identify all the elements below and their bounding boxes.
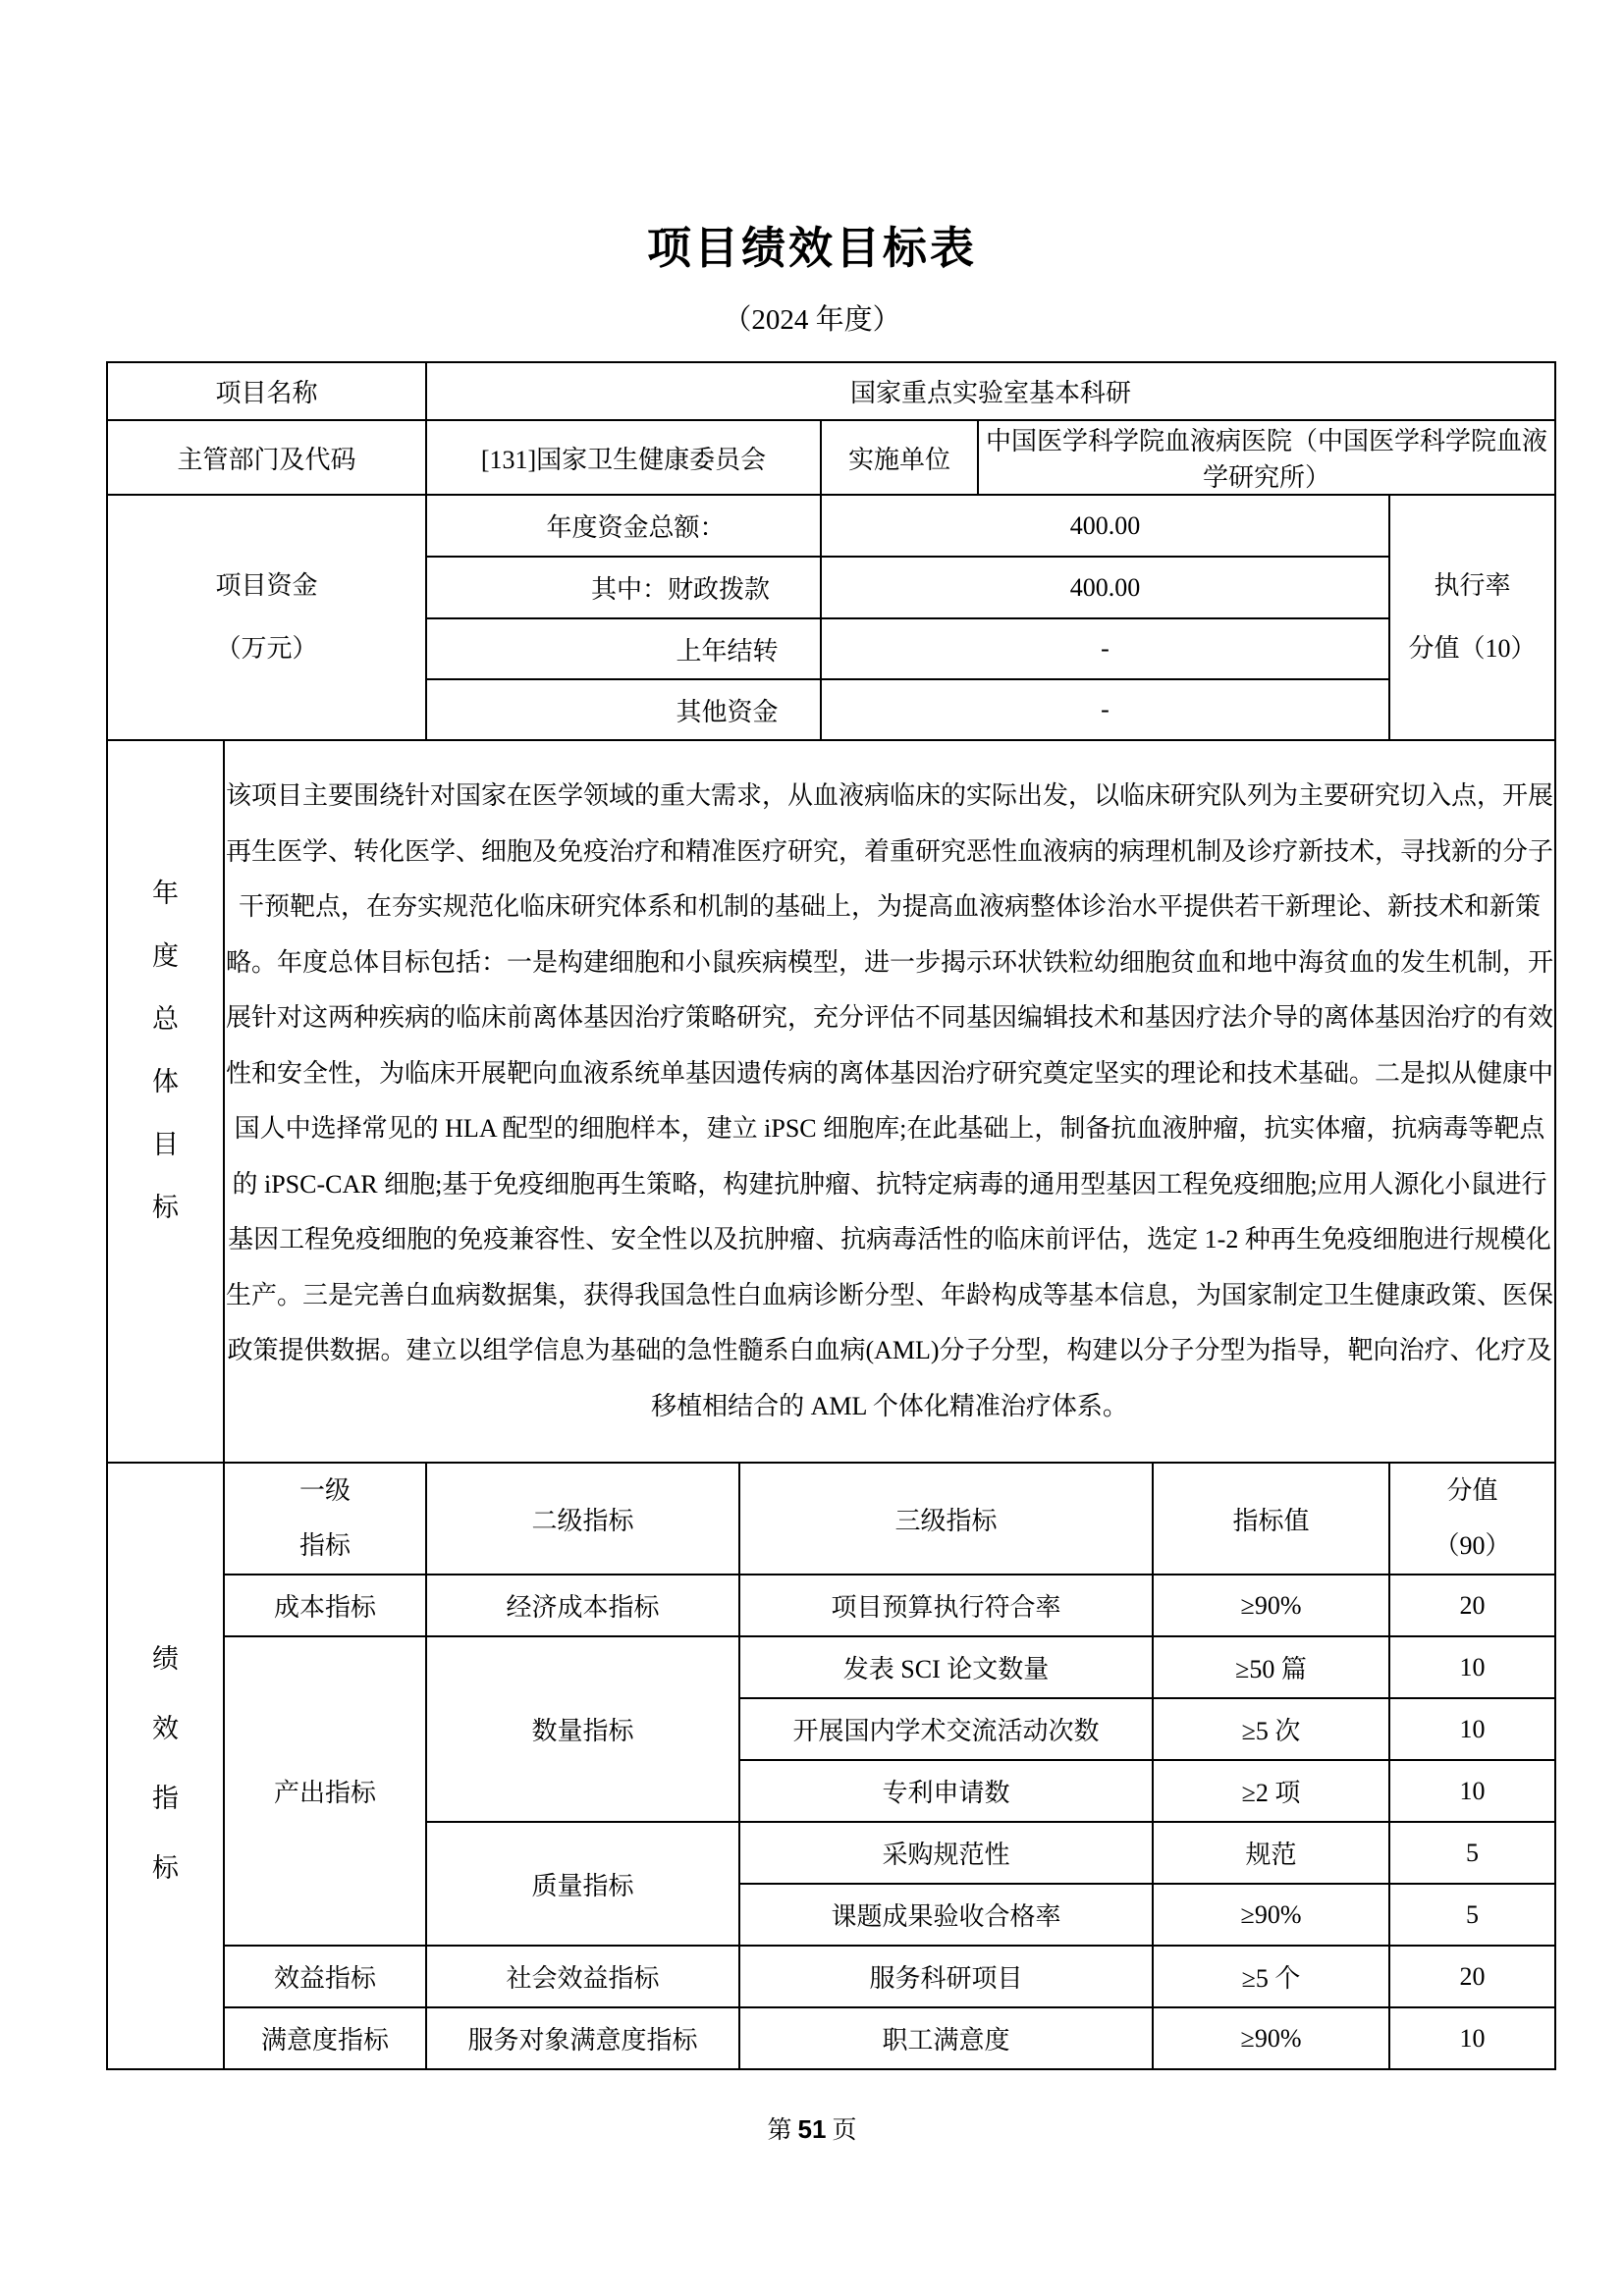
header-level2: 二级指标: [426, 1463, 739, 1575]
table-row: [107, 362, 1555, 420]
indicator-score: 20: [1389, 1575, 1555, 1636]
fund-fiscal-label: 其中：财政拨款: [426, 557, 821, 618]
annual-goal-label-char: 度: [152, 940, 179, 971]
indicator-score: 10: [1389, 1698, 1555, 1760]
header-score: 分值 （90）: [1389, 1463, 1555, 1575]
performance-label-char: 绩: [152, 1644, 179, 1674]
indicator-score: 5: [1389, 1822, 1555, 1884]
indicators-header-row: [107, 1463, 1555, 1575]
document-subtitle: （2024 年度）: [723, 304, 901, 336]
fund-fiscal-value: 400.00: [821, 557, 1389, 618]
fund-carryover-label: 上年结转: [426, 618, 821, 679]
indicator-score: 5: [1389, 1884, 1555, 1946]
table-row: [107, 740, 1555, 1463]
fund-carryover-value: -: [821, 618, 1389, 679]
annual-goal-label-char: 年: [152, 878, 179, 908]
indicator-name: 采购规范性: [739, 1822, 1153, 1884]
project-name-label: 项目名称: [107, 362, 426, 420]
execution-rate-cell: [1389, 495, 1555, 740]
header-indicator-value: 指标值: [1153, 1463, 1389, 1575]
fund-other-value: -: [821, 679, 1389, 740]
indicator-row: [107, 1575, 1555, 1636]
footer-prefix: 第: [767, 2117, 792, 2144]
indicator-name: 课题成果验收合格率: [739, 1884, 1153, 1946]
execution-rate-line2: 分值（10）: [1408, 634, 1537, 663]
level1-satisfaction: 满意度指标: [224, 2007, 426, 2069]
dept-label: 主管部门及代码: [107, 420, 426, 495]
indicator-score: 10: [1389, 2007, 1555, 2069]
indicator-value: ≥50 篇: [1153, 1636, 1389, 1698]
performance-target-table: [106, 361, 1556, 2070]
table-row: [107, 420, 1555, 495]
level2-quality: 质量指标: [426, 1822, 739, 1946]
level1-cost: 成本指标: [224, 1575, 426, 1636]
header-level1: 一级 指标: [224, 1463, 426, 1575]
footer-suffix: 页: [832, 2117, 857, 2144]
indicator-value: ≥2 项: [1153, 1760, 1389, 1822]
level2-social-benefit: 社会效益指标: [426, 1946, 739, 2007]
page-footer: [0, 2110, 1624, 2146]
dept-value: [131]国家卫生健康委员会: [426, 420, 821, 495]
funds-label-line2: （万元）: [215, 634, 318, 663]
impl-unit-label: 实施单位: [821, 420, 978, 495]
indicator-row: [107, 1946, 1555, 2007]
performance-label-char: 指: [152, 1784, 179, 1813]
indicator-name: 职工满意度: [739, 2007, 1153, 2069]
performance-indicators-label-cell: [107, 1463, 224, 2069]
level1-output: 产出指标: [224, 1636, 426, 1946]
performance-label-char: 效: [152, 1714, 179, 1743]
level1-benefit: 效益指标: [224, 1946, 426, 2007]
indicator-score: 10: [1389, 1760, 1555, 1822]
header-level3: 三级指标: [739, 1463, 1153, 1575]
funds-label-cell: [107, 495, 426, 740]
indicator-name: 专利申请数: [739, 1760, 1153, 1822]
funds-label-line1: 项目资金: [215, 571, 318, 600]
annual-goal-text: 该项目主要围绕针对国家在医学领域的重大需求，从血液病临床的实际出发，以临床研究队列为主要研究切入点，开展再生医学、转化医学、细胞及免疫治疗和精准医疗研究，着重研究恶性血液病的病理机制及诊疗新技术，寻找新的分子干预靶点，在夯实规范化临床研究体系和机制的基础上，为提高血液病整体诊治水平提供若干新理论、新技术和新策略。年度总体目标包括：一是构建细胞和小鼠疾病模型，进一步揭示环状铁粒幼细胞贫血和地中海贫血的发生机制，开展针对这两种疾病的临床前离体基因治疗策略研究，充分评估不同基因编辑技术和基因疗法介导的离体基因治疗的有效性和安全性，为临床开展靶向血液系统单基因遗传病的离体基因治疗研究奠定坚实的理论和技术基础。二是拟从健康中国人中选择常见的 HLA 配型的细胞样本，建立 iPSC 细胞库;在此基础上，制备抗血液肿瘤，抗实体瘤，抗病毒等靶点的 iPSC-CAR 细胞;基于免疫细胞再生策略，构建抗肿瘤、抗特定病毒的通用型基因工程免疫细胞;应用人源化小鼠进行基因工程免疫细胞的免疫兼容性、安全性以及抗肿瘤、抗病毒活性的临床前评估，选定 1-2 种再生免疫细胞进行规模化生产。三是完善白血病数据集，获得我国急性白血病诊断分型、年龄构成等基本信息，为国家制定卫生健康政策、医保政策提供数据。建立以组学信息为基础的急性髓系白血病(AML)分子分型，构建以分子分型为指导，靶向治疗、化疗及移植相结合的 AML 个体化精准治疗体系。: [224, 740, 1555, 1463]
fund-other-label: 其他资金: [426, 679, 821, 740]
indicator-value: 规范: [1153, 1822, 1389, 1884]
indicator-name: 项目预算执行符合率: [739, 1575, 1153, 1636]
execution-rate-line1: 执行率: [1434, 571, 1511, 600]
indicator-row: [107, 1636, 1555, 1698]
annual-goal-label-char: 目: [152, 1129, 179, 1159]
table-row: [107, 495, 1555, 557]
indicator-name: 服务科研项目: [739, 1946, 1153, 2007]
footer-page-number: 51: [797, 2114, 827, 2144]
indicator-value: ≥90%: [1153, 1884, 1389, 1946]
indicator-value: ≥90%: [1153, 2007, 1389, 2069]
fund-total-value: 400.00: [821, 495, 1389, 557]
performance-label-char: 标: [152, 1853, 179, 1883]
indicator-row: [107, 2007, 1555, 2069]
indicator-name: 发表 SCI 论文数量: [739, 1636, 1153, 1698]
level2-quantity: 数量指标: [426, 1636, 739, 1822]
level2-economic-cost: 经济成本指标: [426, 1575, 739, 1636]
annual-goal-label-char: 体: [152, 1066, 179, 1096]
indicator-name: 开展国内学术交流活动次数: [739, 1698, 1153, 1760]
impl-unit-value: 中国医学科学院血液病医院（中国医学科学院血液学研究所）: [978, 420, 1555, 495]
annual-goal-label-char: 标: [152, 1192, 179, 1222]
indicator-value: ≥90%: [1153, 1575, 1389, 1636]
indicator-score: 20: [1389, 1946, 1555, 2007]
annual-goal-label-cell: [107, 740, 224, 1463]
indicator-value: ≥5 个: [1153, 1946, 1389, 2007]
fund-total-label: 年度资金总额：: [426, 495, 821, 557]
project-name-value: 国家重点实验室基本科研: [426, 362, 1555, 420]
indicator-score: 10: [1389, 1636, 1555, 1698]
document-title: 项目绩效目标表: [646, 223, 977, 273]
indicator-value: ≥5 次: [1153, 1698, 1389, 1760]
level2-service-satisfaction: 服务对象满意度指标: [426, 2007, 739, 2069]
annual-goal-label-char: 总: [152, 1003, 179, 1034]
